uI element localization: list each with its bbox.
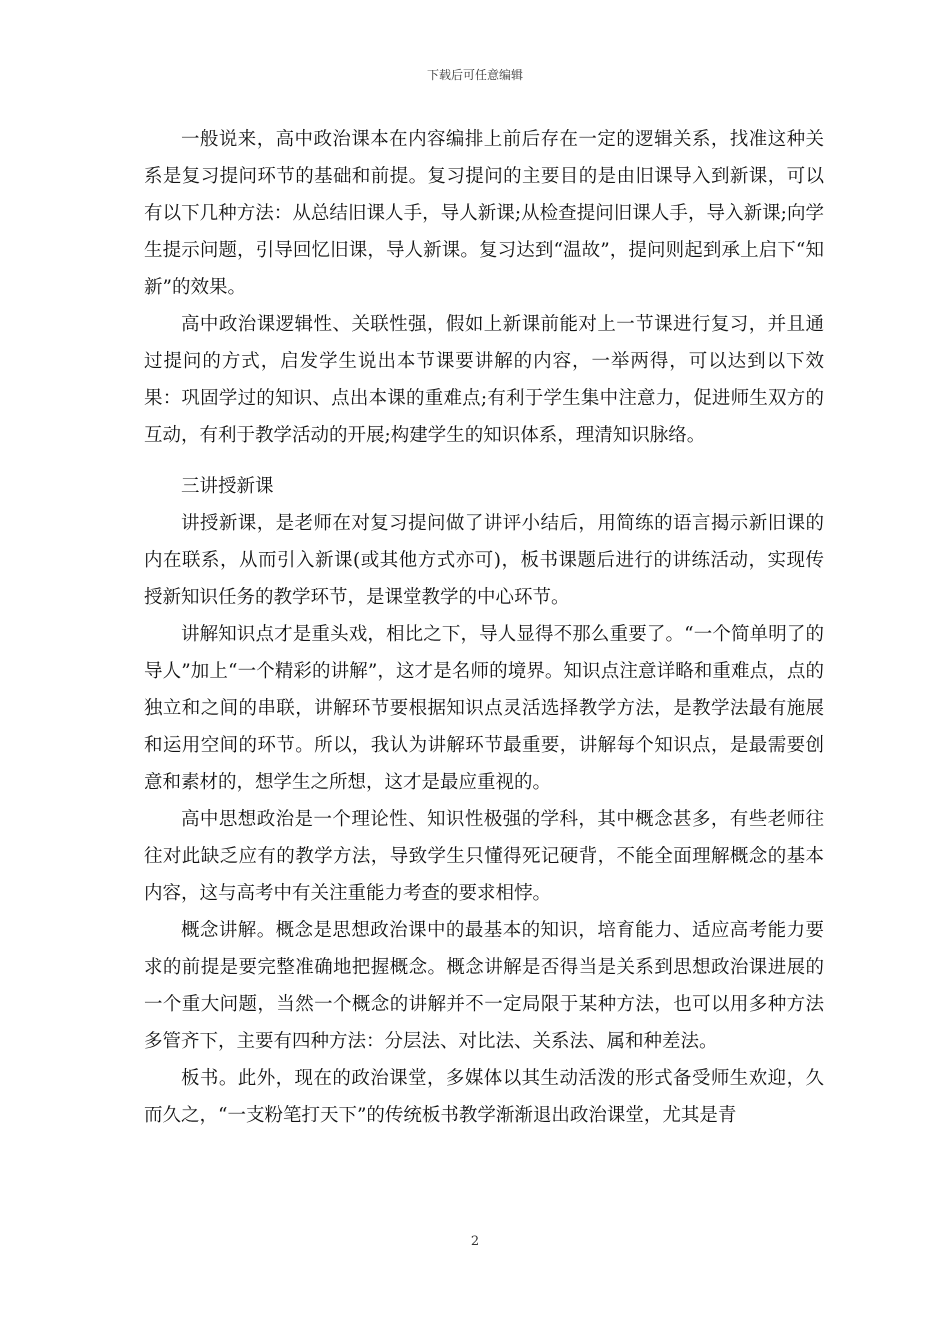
paragraph: 板书。此外，现在的政治课堂，多媒体以其生动活泼的形式备受师生欢迎，久而久之，“一支粉笔打天下”的传统板书教学渐渐退出政治课堂，尤其是青 bbox=[144, 1068, 824, 1126]
document-body bbox=[144, 121, 824, 1134]
paragraph: 高中政治课逻辑性、关联性强，假如上新课前能对上一节课进行复习，并且通过提问的方式，启发学生说出本节课要讲解的内容，一举两得，可以达到以下效果：巩固学过的知识、点出本课的重难点;有利于学生集中注意力，促进师生双方的互动，有利于教学活动的开展;构建学生的知识体系，理清知识脉络。 bbox=[144, 314, 824, 446]
paragraph: 一般说来，高中政治课本在内容编排上前后存在一定的逻辑关系，找准这种关系是复习提问环节的基础和前提。复习提问的主要目的是由旧课导入到新课，可以有以下几种方法：从总结旧课人手，导人新课;从检查提问旧课人手，导入新课;向学生提示问题，引导回忆旧课，导人新课。复习达到“温故”，提问则起到承上启下“知新”的效果。 bbox=[144, 129, 824, 298]
paragraph: 讲解知识点才是重头戏，相比之下，导人显得不那么重要了。“一个简单明了的导人”加上“一个精彩的讲解”，这才是名师的境界。知识点注意详略和重难点，点的独立和之间的串联，讲解环节要根据知识点灵活选择教学方法，是教学法最有施展和运用空间的环节。所以，我认为讲解环节最重要，讲解每个知识点，是最需要创意和素材的，想学生之所想，这才是最应重视的。 bbox=[144, 624, 824, 793]
paragraph: 高中思想政治是一个理论性、知识性极强的学科，其中概念甚多，有些老师往往对此缺乏应有的教学方法，导致学生只懂得死记硬背，不能全面理解概念的基本内容，这与高考中有关注重能力考查的要求相悖。 bbox=[144, 809, 824, 904]
paragraph: 讲授新课，是老师在对复习提问做了讲评小结后，用简练的语言揭示新旧课的内在联系，从而引入新课(或其他方式亦可)，板书课题后进行的讲练活动，实现传授新知识任务的教学环节，是课堂教学的中心环节。 bbox=[144, 513, 824, 608]
page-number: 2 bbox=[470, 1234, 480, 1249]
paragraph: 概念讲解。概念是思想政治课中的最基本的知识，培育能力、适应高考能力要求的前提是要完整准确地把握概念。概念讲解是否得当是关系到思想政治课进展的一个重大问题，当然一个概念的讲解并不一定局限于某种方法，也可以用多种方法多管齐下，主要有四种方法：分层法、对比法、关系法、属和种差法。 bbox=[144, 920, 824, 1052]
section-heading: 三讲授新课 bbox=[181, 476, 274, 497]
page-header: 下载后可任意编辑 bbox=[426, 68, 523, 82]
